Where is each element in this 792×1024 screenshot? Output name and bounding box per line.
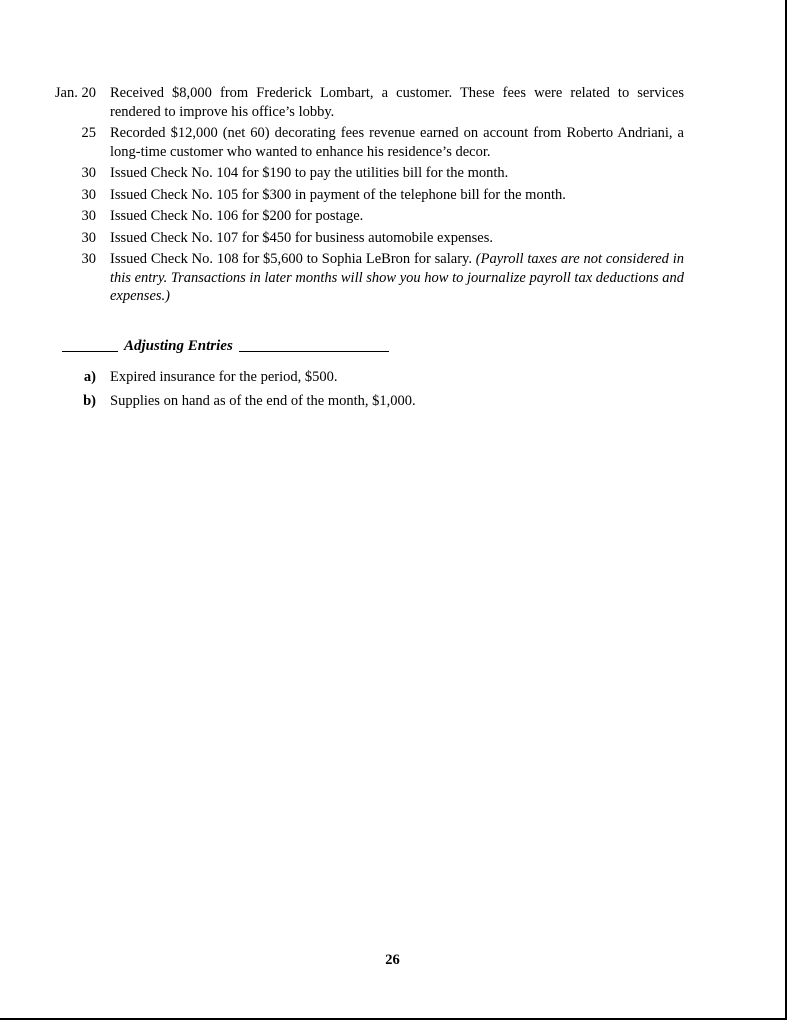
- entry-date: 25: [81, 125, 96, 141]
- adjusting-item: [0, 368, 785, 387]
- entry-date: 30: [81, 208, 96, 224]
- entry-text: [110, 84, 684, 121]
- adjusting-item: [0, 392, 785, 411]
- entry-text: [110, 207, 684, 226]
- entry-description: Issued Check No. 107 for $450 for business automobile expenses.: [110, 229, 493, 246]
- transaction-entry: [0, 207, 785, 226]
- entry-text: [110, 164, 684, 183]
- entry-text: [110, 229, 684, 248]
- transaction-entry: [0, 164, 785, 183]
- transaction-entry: [0, 250, 785, 306]
- entry-date: 30: [81, 229, 96, 246]
- adjusting-item-text: Expired insurance for the period, $500.: [110, 369, 338, 385]
- entry-note: (Payroll taxes are not considered in this entry. Transactions in later months will show you how to journalize payroll tax deductions and expenses.): [110, 251, 684, 304]
- adjusting-entries-list: [0, 368, 785, 415]
- entry-description: Recorded $12,000 (net 60) decorating fees revenue earned on account from Roberto Andriani, a long-time customer who wanted to enhance his residence’s decor.: [110, 125, 684, 160]
- entry-date: 30: [81, 251, 96, 267]
- heading-text: Adjusting Entries: [124, 338, 233, 354]
- entry-date: 30: [81, 165, 96, 181]
- entry-date: Jan. 20: [54, 85, 96, 101]
- entry-description: Received $8,000 from Frederick Lombart, a customer. These fees were related to services rendered to improve his office’s lobby.: [110, 85, 684, 120]
- adjusting-item-text: Supplies on hand as of the end of the month, $1,000.: [110, 392, 416, 409]
- heading-rule-right: [239, 351, 389, 352]
- entry-description: Issued Check No. 106 for $200 for postage.: [110, 208, 364, 224]
- entry-date: 30: [81, 186, 96, 203]
- transaction-entry: [0, 229, 785, 248]
- transaction-entry: [0, 124, 785, 161]
- adjusting-item-letter: a): [83, 369, 96, 385]
- heading-rule-left: [62, 351, 118, 352]
- entry-description: Issued Check No. 108 for $5,600 to Sophia LeBron for salary.: [110, 251, 476, 267]
- entry-text: [110, 250, 684, 306]
- transaction-list: [0, 84, 785, 309]
- entry-description: Issued Check No. 104 for $190 to pay the utilities bill for the month.: [110, 165, 509, 181]
- adjusting-item-letter: b): [83, 392, 96, 409]
- entry-text: [110, 186, 684, 205]
- entry-description: Issued Check No. 105 for $300 in payment of the telephone bill for the month.: [110, 186, 566, 203]
- transaction-entry: [0, 186, 785, 205]
- transaction-entry: [0, 84, 785, 121]
- adjusting-entries-heading: [62, 336, 389, 356]
- entry-text: [110, 124, 684, 161]
- page-number: 26: [385, 952, 400, 968]
